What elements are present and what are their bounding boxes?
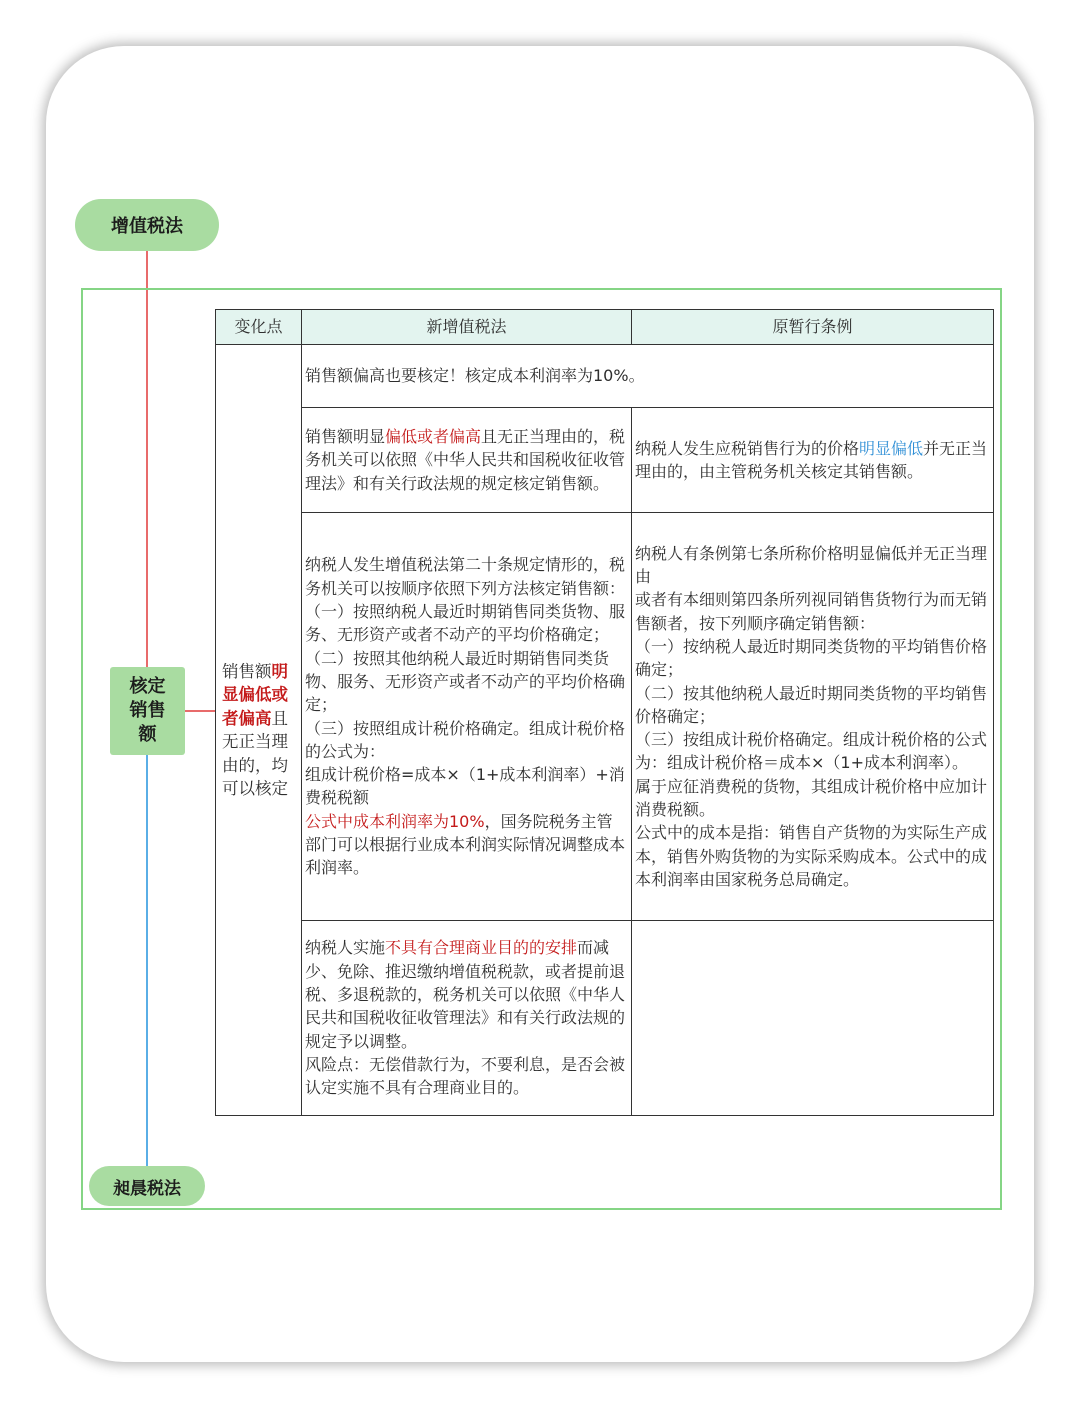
comparison-table bbox=[215, 309, 994, 1116]
row3-new-tail-text: ，国务院税务主管部门可以根据行业成本利润实际情况调整成本利润率。 bbox=[305, 811, 626, 878]
row3-old-line: （三）按组成计税价格确定。组成计税价格的公式为：组成计税价格＝成本×（1+成本利润率）。 bbox=[635, 730, 988, 773]
mindmap-node-top[interactable]: 增值税法 bbox=[75, 199, 219, 251]
branch-node-label: 核定销售额 bbox=[129, 676, 166, 745]
table-row bbox=[216, 921, 994, 1116]
row4-new-suffix: 而减少、免除、推迟缴纳增值税税款，或者提前退税、多退税款的，税务机关可以依照《中华人民共和国税收征收管理法》和有关行政法规的规定予以调整。 bbox=[305, 938, 626, 1051]
row3-new-line: （二）按照其他纳税人最近时期销售同类货物、服务、无形资产或者不动产的平均价格确定； bbox=[305, 648, 626, 715]
new-law-cell bbox=[302, 408, 632, 513]
row3-new-line: 纳税人发生增值税法第二十条规定情形的，税务机关可以按顺序依照下列方法核定销售额： bbox=[305, 555, 626, 598]
old-regulation-cell bbox=[632, 513, 994, 921]
merged-note-cell bbox=[302, 345, 994, 408]
header-new-law: 新增值税法 bbox=[302, 310, 632, 345]
new-law-cell bbox=[302, 921, 632, 1116]
row2-old-suffix: 并无正当理由的，由主管税务机关核定其销售额。 bbox=[635, 438, 988, 481]
row2-new-prefix: 销售额明显 bbox=[305, 427, 386, 447]
row3-new-line: 组成计税价格=成本×（1+成本利润率）+消费税税额 bbox=[305, 765, 625, 808]
change-point-highlight: 明显偏低或者偏高 bbox=[222, 661, 288, 728]
row2-old-highlight: 明显偏低 bbox=[859, 438, 924, 458]
table-header-row bbox=[216, 310, 994, 345]
table-row bbox=[216, 513, 994, 921]
row2-new-highlight: 偏低或者偏高 bbox=[385, 427, 482, 447]
row2-old-prefix: 纳税人发生应税销售行为的价格 bbox=[635, 438, 860, 458]
row3-new-line: （三）按照组成计税价格确定。组成计税价格的公式为： bbox=[305, 718, 626, 761]
change-point-suffix: 且无正当理由的，均可以核定 bbox=[222, 708, 288, 798]
table-row bbox=[216, 408, 994, 513]
row3-old-line: （二）按其他纳税人最近时期同类货物的平均销售价格确定； bbox=[635, 683, 988, 726]
row4-new-risk: 风险点：无偿借款行为，不要利息，是否会被认定实施不具有合理商业目的。 bbox=[305, 1054, 626, 1098]
old-regulation-cell-empty bbox=[632, 921, 994, 1116]
row3-new-tail bbox=[305, 810, 628, 880]
header-change-point: 变化点 bbox=[216, 310, 302, 345]
row3-new-highlight: 公式中成本利润率为10% bbox=[305, 811, 485, 831]
row4-new-prefix: 纳税人实施 bbox=[305, 938, 386, 958]
new-law-cell bbox=[302, 513, 632, 921]
row2-new-suffix: 且无正当理由的，税务机关可以依照《中华人民共和国税收征收管理法》和有关行政法规的规定核定销售额。 bbox=[305, 427, 626, 493]
row3-old-line: 公式中的成本是指：销售自产货物的为实际生产成本，销售外购货物的为实际采购成本。公式中的成本利润率由国家税务总局确定。 bbox=[635, 823, 988, 889]
old-regulation-cell bbox=[632, 408, 994, 513]
change-point-cell bbox=[216, 345, 302, 1116]
row3-old-line: 或者有本细则第四条所列视同销售货物行为而无销售额者，按下列顺序确定销售额： bbox=[635, 590, 988, 633]
mindmap-node-bottom[interactable]: 昶晨税法 bbox=[89, 1166, 205, 1206]
row4-new-highlight: 不具有合理商业目的的安排 bbox=[385, 938, 578, 958]
row3-old-line: 属于应征消费税的货物，其组成计税价格中应加计消费税额。 bbox=[635, 776, 988, 820]
row3-old-line: （一）按纳税人最近时期同类货物的平均销售价格确定； bbox=[635, 636, 988, 680]
table-row bbox=[216, 345, 994, 408]
header-old-regulation: 原暂行条例 bbox=[632, 310, 994, 345]
row3-new-line: （一）按照纳税人最近时期销售同类货物、服务、无形资产或者不动产的平均价格确定； bbox=[305, 602, 626, 645]
change-point-prefix: 销售额 bbox=[222, 661, 272, 681]
row4-new-main bbox=[305, 936, 628, 1052]
mindmap-node-branch[interactable] bbox=[110, 667, 185, 755]
row3-old-line: 纳税人有条例第七条所称价格明显偏低并无正当理由 bbox=[635, 543, 988, 587]
merged-note-text: 销售额偏高也要核定！核定成本利润率为10%。 bbox=[305, 366, 645, 386]
